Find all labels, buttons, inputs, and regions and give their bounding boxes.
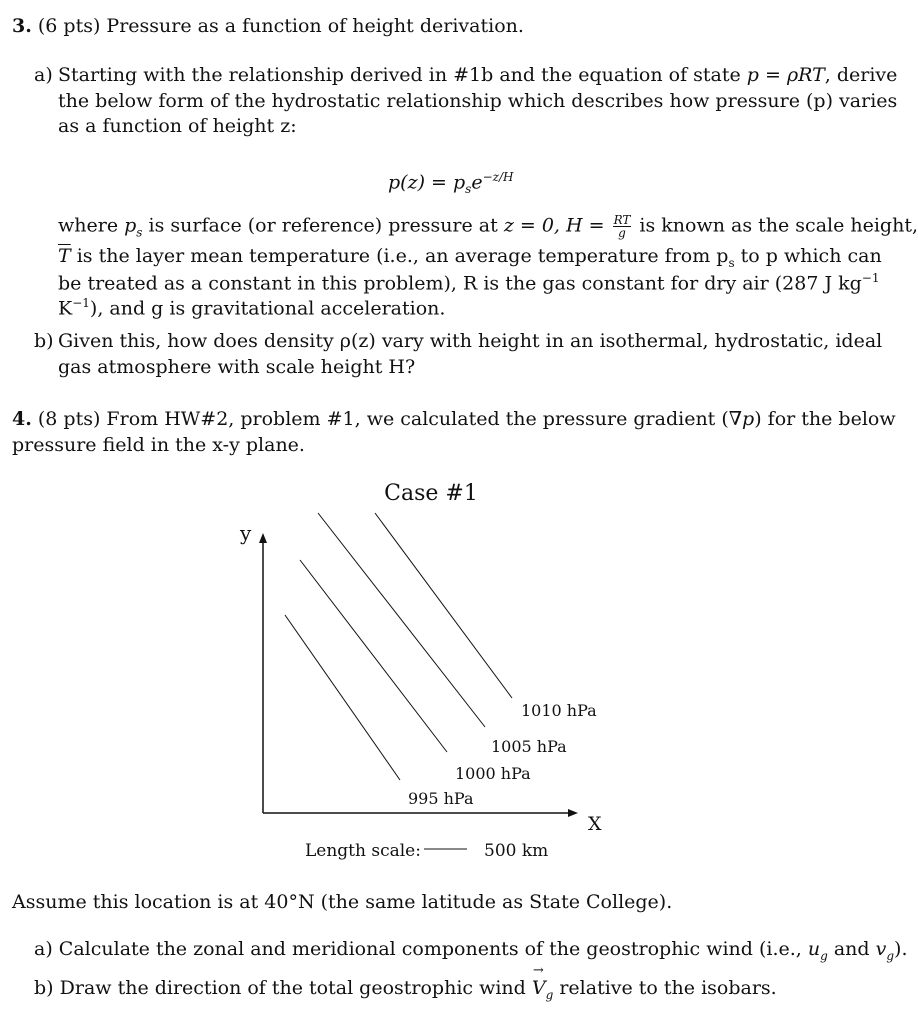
x-axis-label: X — [588, 813, 602, 835]
y-axis-arrow-icon — [259, 533, 267, 543]
pressure-gradient-symbol: ∇p — [728, 408, 755, 430]
where-line4: $K^{-1}$), and g is gravitational acceleration. — [58, 296, 446, 320]
where-line2: $\overline{T}$ is the layer mean temperature (i.e., an average temperature from $p_s$ to p which can — [58, 245, 882, 270]
q4-assume: Assume this location is at 40°N (the same latitude as State College). — [12, 891, 673, 913]
where-line3: be treated as a constant in this problem), R is the gas constant for dry air (287 J $kg^{-1}$ — [58, 271, 880, 295]
isobar-995 — [285, 615, 400, 780]
isobar-label-1000: 1000 hPa — [455, 764, 531, 783]
q3a-line3: as a function of height z: — [58, 115, 297, 137]
q3a-line1: Starting with the relationship derived in #1b and the equation of state p = ρRT, derive — [58, 64, 898, 86]
q3a-label: a) — [34, 64, 53, 86]
geostrophic-wind-vector: → $V_g$ — [531, 963, 554, 1002]
length-scale-label: Length scale: — [305, 841, 421, 861]
y-axis-label: y — [240, 521, 252, 545]
hydrostatic-equation: $p(z) = p_se^{-z/H}$ — [388, 170, 514, 197]
q3b-line2: gas atmosphere with scale height H? — [58, 356, 416, 378]
q4a-text: a) Calculate the zonal and meridional components of the geostrophic wind (i.e., $u_g$ and $v_g$). — [34, 938, 908, 963]
q3b-line1: Given this, how does density ρ(z) vary with height in an isothermal, hydrostatic, ideal — [58, 330, 883, 352]
isobar-label-995: 995 hPa — [408, 789, 474, 808]
q3b-label: b) — [34, 330, 54, 352]
q4-heading: 4. (8 pts) From HW#2, problem #1, we calculated the pressure gradient (∇p) for the below — [12, 408, 896, 430]
q4-number: 4. — [12, 408, 32, 430]
where-line1: where $p_s$ is surface (or reference) pressure at z = 0, H = $\frac{RT}{g}$ is known as the scale height, — [58, 213, 918, 240]
q3-number: 3. — [12, 15, 32, 37]
q4-title-line2: pressure field in the x-y plane. — [12, 434, 305, 456]
length-scale-value: 500 km — [484, 841, 549, 861]
q4b-text: b) Draw the direction of the total geostrophic wind → $V_g$ relative to the isobars. — [34, 963, 777, 1002]
diagram-title: Case #1 — [384, 481, 478, 506]
q3-heading — [12, 15, 524, 37]
scale-height-fraction: $\frac{RT}{g}$ — [613, 213, 631, 240]
isobar-label-1010: 1010 hPa — [521, 701, 597, 720]
q3-title: (6 pts) Pressure as a function of height derivation. — [37, 15, 524, 37]
q3a-line2: the below form of the hydrostatic relationship which describes how pressure (p) varies — [58, 90, 898, 112]
isobars-group — [285, 513, 597, 808]
isobar-1010 — [375, 513, 512, 698]
isobar-label-1005: 1005 hPa — [491, 737, 567, 756]
isobar-1000 — [300, 560, 447, 752]
isobar-1005 — [318, 513, 485, 727]
x-axis-arrow-icon — [568, 809, 578, 817]
pressure-field-diagram — [0, 470, 861, 870]
